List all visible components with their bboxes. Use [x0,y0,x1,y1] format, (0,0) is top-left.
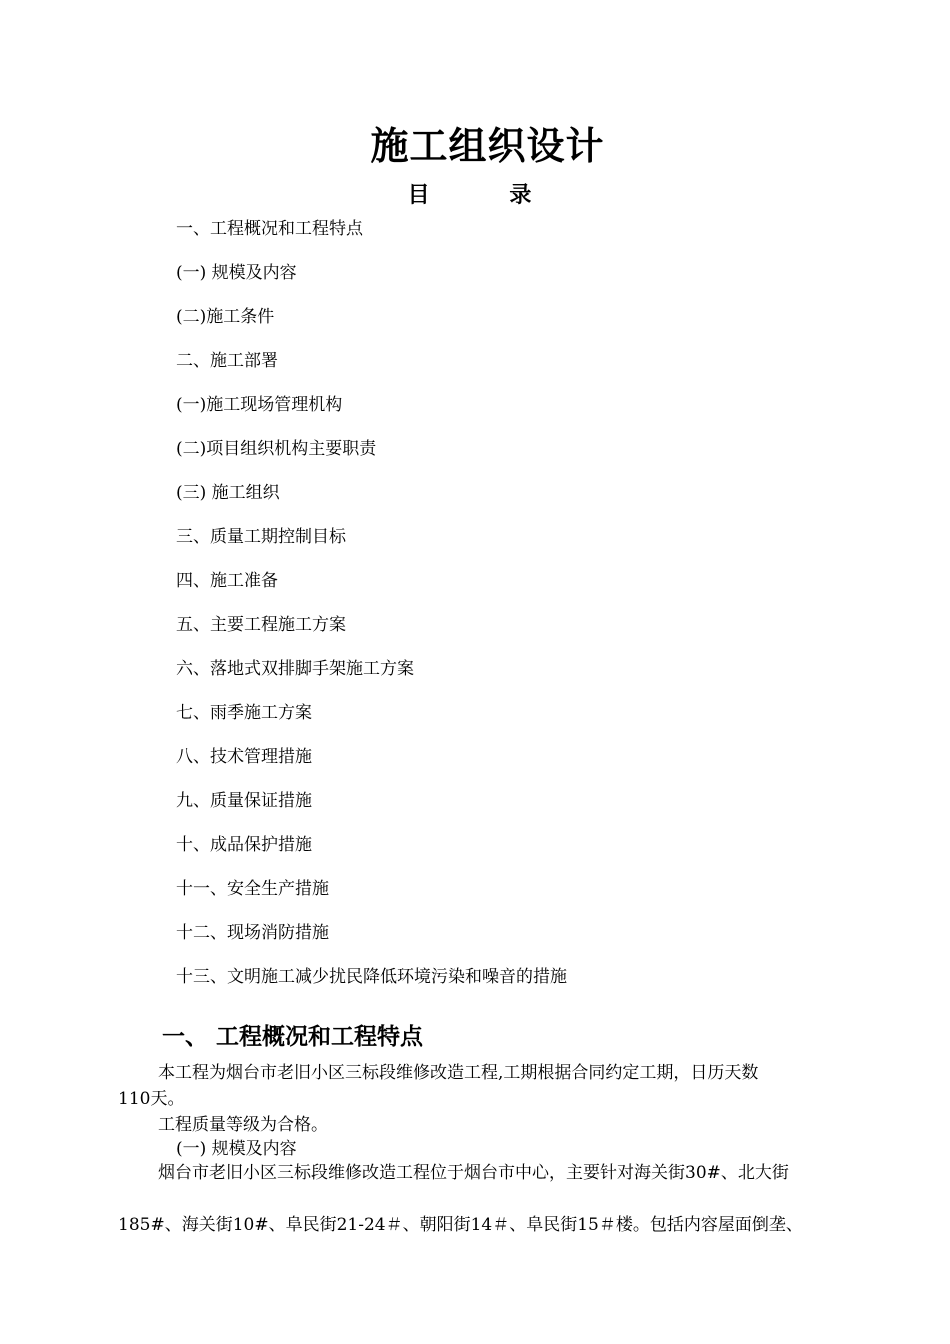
section-heading: 一、 工程概况和工程特点 [162,1024,424,1050]
toc-item: 三、质量工期控制目标 [176,527,346,547]
toc-item: 十一、安全生产措施 [176,879,329,899]
paragraph-line: 本工程为烟台市老旧小区三标段维修改造工程,工期根据合同约定工期，日历天数 [158,1063,759,1083]
toc-heading: 目 录 [407,183,568,208]
toc-item: 八、技术管理措施 [176,747,312,767]
toc-item: 十二、现场消防措施 [176,923,329,943]
paragraph-line: 工程质量等级为合格。 [158,1115,328,1135]
toc-item: (二)项目组织机构主要职责 [176,439,377,459]
toc-item: 十、成品保护措施 [176,835,312,855]
toc-item: 四、施工准备 [176,571,278,591]
paragraph-line: 185#、海关街10#、阜民街21-24＃、朝阳街14＃、阜民街15＃楼。包括内容屋面倒垄、 [118,1215,803,1235]
document-title: 施工组织设计 [370,124,605,168]
toc-item: 九、质量保证措施 [176,791,312,811]
toc-item: 六、落地式双排脚手架施工方案 [176,659,414,679]
toc-item: (一)施工现场管理机构 [176,395,343,415]
paragraph-line: 烟台市老旧小区三标段维修改造工程位于烟台市中心，主要针对海关街30#、北大街 [158,1163,789,1183]
toc-item: (三) 施工组织 [176,483,280,503]
toc-item: 七、雨季施工方案 [176,703,312,723]
subsection-heading: (一) 规模及内容 [176,1139,297,1159]
toc-item: (二)施工条件 [176,307,275,327]
toc-item: 五、主要工程施工方案 [176,615,346,635]
paragraph-line: 110天。 [118,1089,185,1109]
toc-item: 二、施工部署 [176,351,278,371]
toc-item: (一) 规模及内容 [176,263,297,283]
toc-item: 十三、文明施工减少扰民降低环境污染和噪音的措施 [176,967,567,987]
toc-item: 一、工程概况和工程特点 [176,219,363,239]
